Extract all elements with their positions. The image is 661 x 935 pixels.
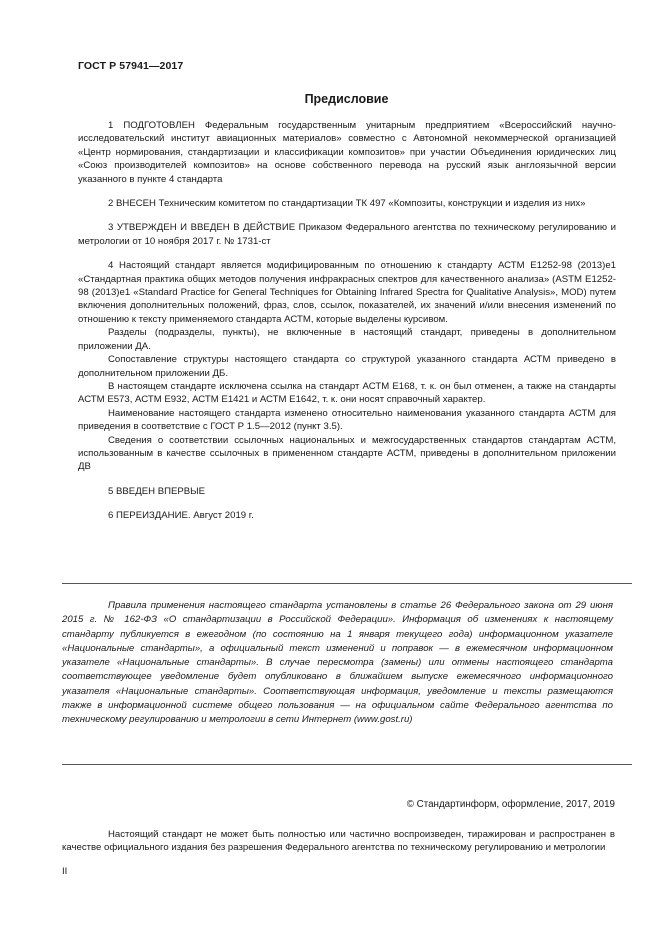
foreword-item-3: 3 УТВЕРЖДЕН И ВВЕДЕН В ДЕЙСТВИЕ Приказом Федерального агентства по техническому регулированию и метрологии от 10 ноября 2017 г. № 1731-ст	[78, 222, 616, 247]
foreword-item-4-structure: Сопоставление структуры настоящего стандарта со структурой указанного стандарта АСТМ приведено в дополнительном приложении ДБ.	[78, 354, 616, 379]
notice-bottom-divider	[62, 764, 632, 765]
foreword-item-4-title-change: Наименование настоящего стандарта изменено относительно наименования указанного стандарта АСТМ для приведения в соответствие с ГОСТ Р 1.5—2012 (пункт 3.5).	[78, 407, 616, 433]
foreword-item-4-excluded-refs: В настоящем стандарте исключена ссылка на стандарт АСТМ Е168, т. к. он был отменен, а также на стандарты АСТМ Е573, АСТМ Е932, АСТМ Е1421 и АСТМ Е1642, т. к. они носят справочный характер.	[78, 380, 616, 406]
foreword-item-4-ref-info: Сведения о соответствии ссылочных национальных и межгосударственных стандартов стандартам АСТМ, использованным в качестве ссылочных в примененном стандарте АСТМ, приведены в дополнительном приложении ДВ	[78, 434, 616, 473]
document-code: ГОСТ Р 57941—2017	[78, 60, 184, 72]
foreword-item-1: 1 ПОДГОТОВЛЕН Федеральным государственным унитарным предприятием «Всероссийский научно-исследовательский институт авиационных материалов» совместно с Автономной некоммерческой организацией «Центр нормирования, стандартизации и классификации композитов» при участии Объединения юридических лиц «Союз производителей композитов» на основе собственного перевода на русский язык англоязычной версии указанного в пункте 4 стандарта	[78, 120, 616, 185]
foreword-item-4-sections: Разделы (подразделы, пункты), не включенные в настоящий стандарт, приведены в дополнительном приложении ДА.	[78, 327, 616, 352]
foreword-item-2: 2 ВНЕСЕН Техническим комитетом по стандартизации ТК 497 «Композиты, конструкции и изделия из них»	[108, 198, 586, 210]
reproduction-notice: Настоящий стандарт не может быть полностью или частично воспроизведен, тиражирован и распространен в качестве официального издания без разрешения Федерального агентства по техническому регулированию и метрологии	[62, 829, 615, 854]
foreword-item-4: 4 Настоящий стандарт является модифицированным по отношению к стандарту АСТМ Е1252-98 (2013)е1 «Стандартная практика общих методов получения инфракрасных спектров для качественного анализа» (ASTM E1252-98 (2013)e1 «Standard Practice for General Techniques for Obtaining Infrared Spectra for Qualitative Analysis», MOD) путем включения дополнительных положений, фраз, слов, ссылок, показателей, их значений и/или внесения изменений по отношению к тексту применяемого стандарта АСТМ, которые выделены курсивом.	[78, 260, 616, 325]
page-title: Предисловие	[304, 92, 389, 106]
copyright-line: © Стандартинформ, оформление, 2017, 2019	[406, 799, 615, 810]
page-number: II	[62, 866, 68, 877]
foreword-item-5: 5 ВВЕДЕН ВПЕРВЫЕ	[108, 485, 206, 497]
foreword-item-6: 6 ПЕРЕИЗДАНИЕ. Август 2019 г.	[108, 510, 254, 522]
application-rules-notice: Правила применения настоящего стандарта установлены в статье 26 Федерального закона от 29 июня 2015 г. № 162-ФЗ «О стандартизации в Российской Федерации». Информация об изменениях к настоящему стандарту публикуется в ежегодном (по состоянию на 1 января текущего года) информационном указателе «Национальные стандарты», а официальный текст изменений и поправок — в ежемесячном информационном указателе «Национальные стандарты». В случае пересмотра (замены) или отмены настоящего стандарта соответствующее уведомление будет опубликовано в ближайшем выпуске ежемесячного информационного указателя «Национальные стандарты». Соответствующая информация, уведомление и тексты размещаются также в информационной системе общего пользования — на официальном сайте Федерального агентства по техническому регулированию и метрологии в сети Интернет (www.gost.ru)	[62, 600, 613, 726]
foreword-body	[78, 119, 616, 523]
notice-top-divider	[62, 583, 632, 584]
